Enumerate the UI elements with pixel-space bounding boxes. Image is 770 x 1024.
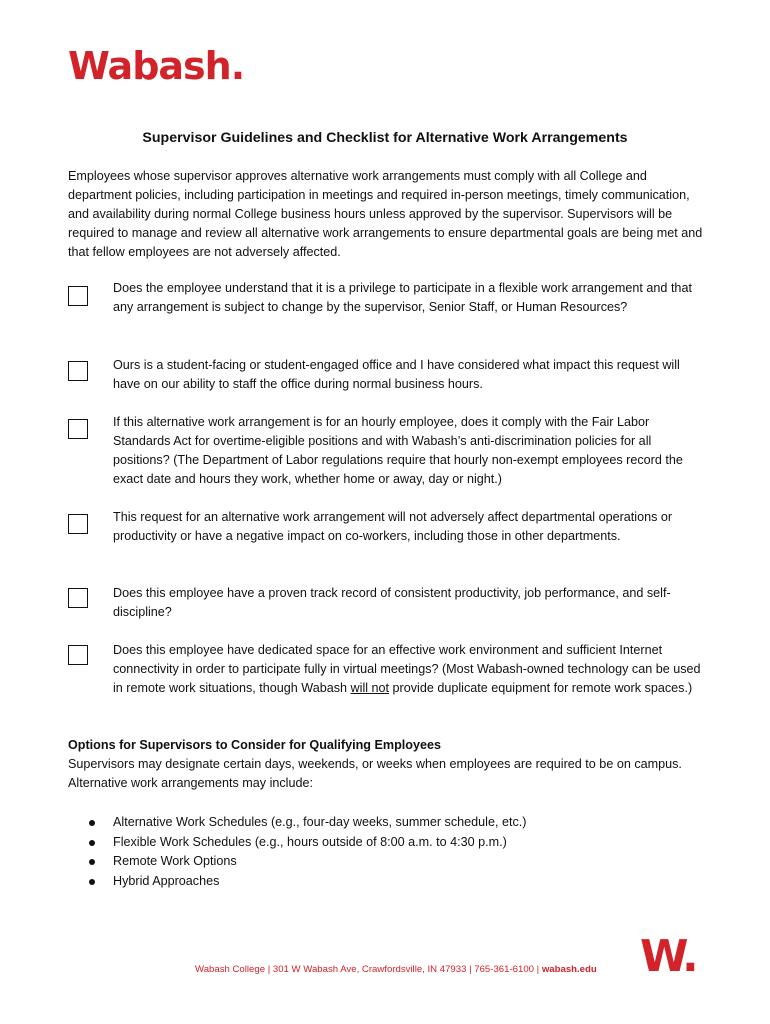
wabash-w-mark: W. bbox=[640, 931, 696, 982]
list-item-text: Flexible Work Schedules (e.g., hours outside of 8:00 a.m. to 4:30 p.m.) bbox=[113, 834, 507, 849]
item-text-underlined: will not bbox=[350, 681, 390, 695]
checkbox-dedicated-space[interactable] bbox=[68, 645, 88, 665]
document-title: Supervisor Guidelines and Checklist for Alternative Work Arrangements bbox=[142, 130, 628, 146]
list-item-text: Alternative Work Schedules (e.g., four-day weeks, summer schedule, etc.) bbox=[113, 815, 527, 829]
list-item bbox=[68, 872, 526, 892]
intro-paragraph: Employees whose supervisor approves alternative work arrangements must comply with all College and department policies, including participation in meetings and required in-person meetings, timely communication, and availability during normal College business hours unless approved by the supervisor. Supervisors will be required to manage and review all alternative work arrangements to ensure departmental goals are being met and that fellow employees are not adversely affected. bbox=[68, 169, 703, 259]
item-text-before: Does this employee have dedicated space for an effective work environment and sufficient Internet connectivity in order to participate fully in virtual meetings? (Most Wabash-owned technology can be used in remote work situations, though Wabash bbox=[113, 643, 701, 695]
checklist-item-text: Ours is a student-facing or student-engaged office and I have considered what impact this request will have on our ability to staff the office during normal business hours. bbox=[113, 358, 680, 391]
bullet-icon bbox=[89, 840, 95, 846]
list-item bbox=[68, 813, 526, 833]
list-item bbox=[68, 852, 526, 872]
checkbox-fair-labor[interactable] bbox=[68, 419, 88, 439]
list-item-text: Remote Work Options bbox=[113, 854, 237, 868]
checklist-item-text: This request for an alternative work arrangement will not adversely affect departmental operations or productivity or have a negative impact on co-workers, including those in other departments. bbox=[113, 510, 673, 543]
footer-address: Wabash College | 301 W Wabash Ave, Crawfordsville, IN 47933 | 765-361-6100 | bbox=[195, 964, 542, 975]
checklist-item-text bbox=[113, 641, 705, 698]
checkbox-privilege[interactable] bbox=[68, 286, 88, 306]
checklist-item-text: If this alternative work arrangement is for an hourly employee, does it comply with the Fair Labor Standards Act for overtime-eligible positions and with Wabash’s anti-discrimination policies for all positions? (The Department of Labor regulations require that hourly non-exempt employees record the exact date and hours they work, whether home or away, day or night.) bbox=[113, 415, 683, 486]
footer-contact bbox=[195, 963, 597, 977]
list-item-text: Hybrid Approaches bbox=[113, 873, 220, 888]
wabash-logo: Wabash. bbox=[68, 44, 245, 88]
bullet-icon bbox=[89, 859, 95, 865]
options-list bbox=[68, 813, 526, 891]
checklist-item-text: Does this employee have a proven track record of consistent productivity, job performance, and self-discipline? bbox=[113, 586, 671, 619]
checkbox-student-facing[interactable] bbox=[68, 361, 88, 381]
list-item bbox=[68, 833, 526, 853]
footer-website-link[interactable]: wabash.edu bbox=[541, 964, 597, 975]
checkbox-operations[interactable] bbox=[68, 514, 88, 534]
bullet-icon bbox=[89, 820, 95, 826]
item-text-after: provide duplicate equipment for remote work spaces.) bbox=[389, 681, 693, 695]
options-heading: Options for Supervisors to Consider for Qualifying Employees bbox=[68, 738, 441, 752]
bullet-icon bbox=[89, 879, 95, 885]
checkbox-track-record[interactable] bbox=[68, 588, 88, 608]
checklist-item-text: Does the employee understand that it is a privilege to participate in a flexible work arrangement and that any arrangement is subject to change by the supervisor, Senior Staff, or Human Resources? bbox=[113, 281, 692, 314]
options-intro: Supervisors may designate certain days, weekends, or weeks when employees are required to be on campus. Alternative work arrangements may include: bbox=[68, 757, 682, 790]
